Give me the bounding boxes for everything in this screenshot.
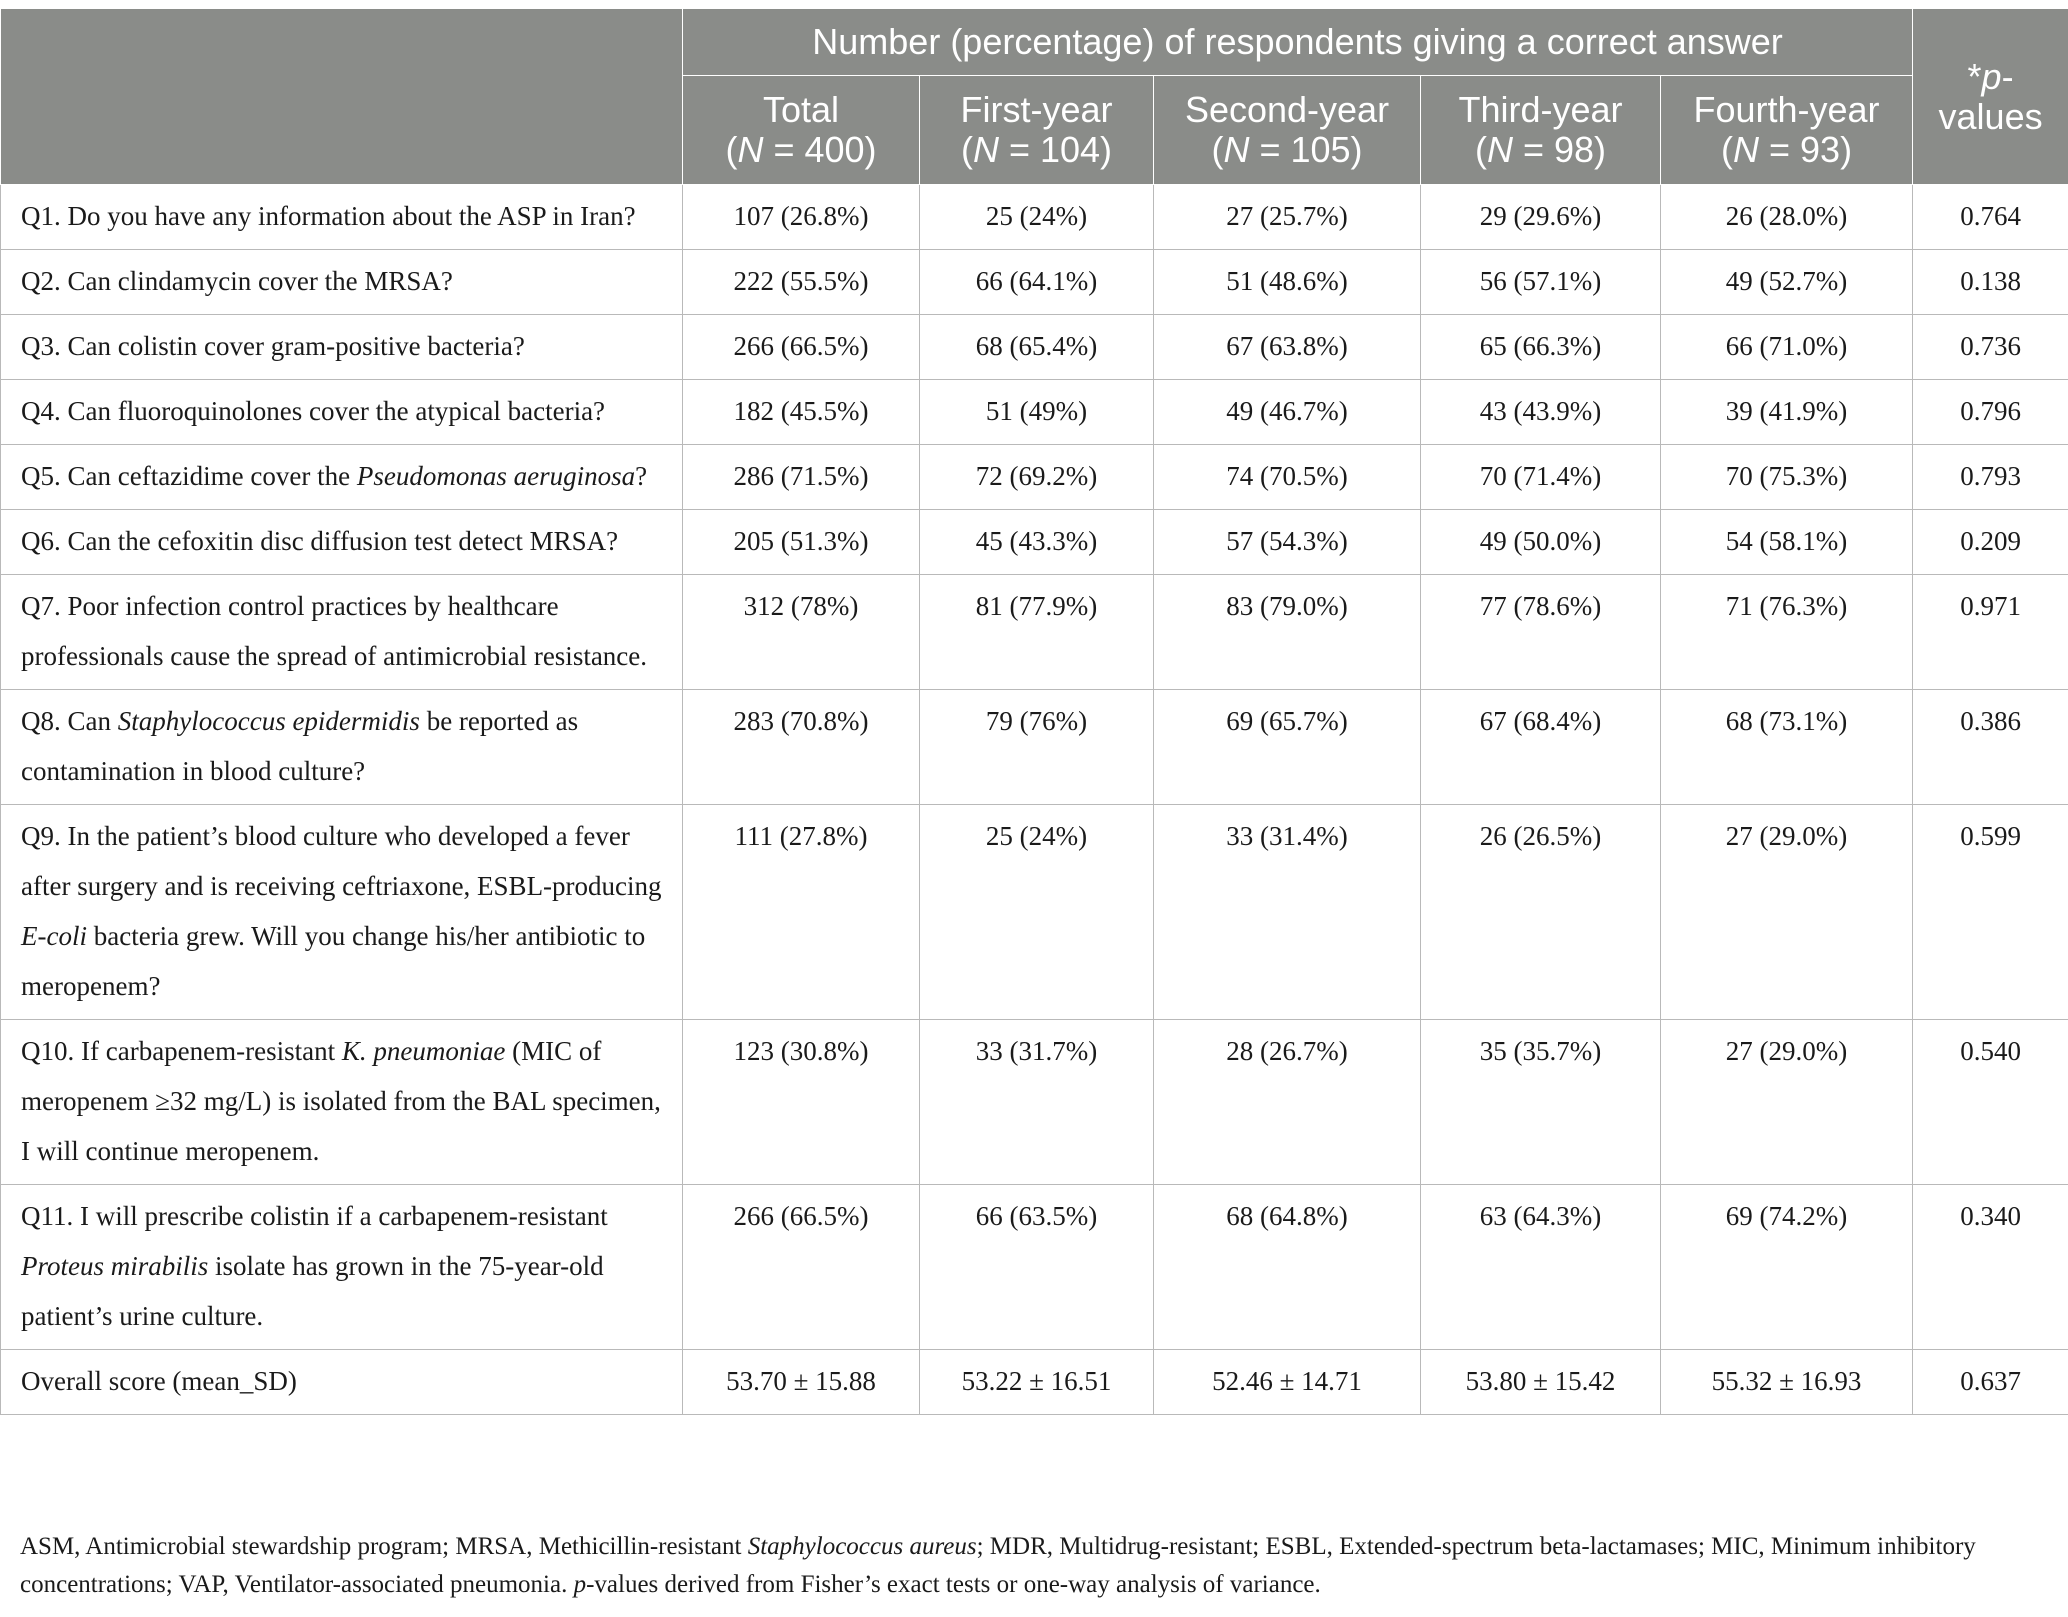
fourth-year-cell: 39 (41.9%): [1661, 380, 1913, 445]
third-year-cell: 70 (71.4%): [1421, 445, 1661, 510]
third-year-cell: 49 (50.0%): [1421, 510, 1661, 575]
question-text: Q1. Do you have any information about the ASP in Iran?: [21, 201, 636, 231]
p-value-cell: 0.340: [1913, 1185, 2068, 1350]
third-year-cell: 56 (57.1%): [1421, 250, 1661, 315]
question-cell: [1, 690, 683, 805]
fourth-year-cell: 70 (75.3%): [1661, 445, 1913, 510]
column-header-n-prefix: (: [1211, 129, 1224, 170]
column-header-label: Total: [762, 89, 840, 130]
fourth-year-cell: 49 (52.7%): [1661, 250, 1913, 315]
question-cell: [1, 315, 683, 380]
table-row: [1, 575, 2068, 690]
column-header-label: Third-year: [1458, 89, 1623, 130]
column-header-n-prefix: (: [1721, 129, 1733, 170]
second-year-cell: 68 (64.8%): [1154, 1185, 1421, 1350]
question-text: Q8. Can: [21, 706, 118, 736]
header-group-title: Number (percentage) of respondents giving a correct answer: [683, 9, 1913, 76]
column-header-n-var: N: [972, 129, 999, 170]
third-year-cell: 35 (35.7%): [1421, 1020, 1661, 1185]
header-corner-cell: [1, 9, 683, 185]
third-year-cell: 77 (78.6%): [1421, 575, 1661, 690]
column-header: [1661, 76, 1913, 185]
fourth-year-cell: 26 (28.0%): [1661, 185, 1913, 250]
column-header-n-prefix: (: [1474, 129, 1487, 170]
question-text: Q4. Can fluoroquinolones cover the atypical bacteria?: [21, 396, 606, 426]
total-cell: 123 (30.8%): [683, 1020, 920, 1185]
column-header: [1154, 76, 1421, 185]
question-text: Q5. Can ceftazidime cover the: [21, 461, 357, 491]
second-year-cell: 52.46 ± 14.71: [1154, 1350, 1421, 1415]
question-text: (MIC of meropenem ≥32 mg/L) is isolated from the BAL specimen, I will continue meropenem.: [21, 1036, 661, 1166]
fourth-year-cell: 27 (29.0%): [1661, 805, 1913, 1020]
question-cell: [1, 1350, 683, 1415]
footnote-text: Staphylococcus aureus: [747, 1533, 977, 1560]
question-text: Q6. Can the cefoxitin disc diffusion test detect MRSA?: [21, 526, 619, 556]
second-year-cell: 69 (65.7%): [1154, 690, 1421, 805]
table-footnote: [20, 1528, 2050, 1604]
footnote-text: p: [573, 1571, 587, 1598]
fourth-year-cell: 66 (71.0%): [1661, 315, 1913, 380]
table-row: [1, 690, 2068, 805]
table-row: [1, 445, 2068, 510]
total-cell: 312 (78%): [683, 575, 920, 690]
p-value-cell: 0.386: [1913, 690, 2068, 805]
table-row: [1, 250, 2068, 315]
p-value-cell: 0.209: [1913, 510, 2068, 575]
results-table: [0, 8, 2068, 1415]
question-text: Q2. Can clindamycin cover the MRSA?: [21, 266, 453, 296]
question-text: Proteus mirabilis: [21, 1251, 209, 1281]
p-value-cell: 0.793: [1913, 445, 2068, 510]
column-header-n-var: N: [1733, 129, 1759, 170]
p-value-cell: 0.764: [1913, 185, 2068, 250]
question-cell: [1, 250, 683, 315]
column-header-n-value: = 400): [763, 129, 877, 170]
question-text: Q11. I will prescribe colistin if a carbapenem-resistant: [21, 1201, 608, 1231]
first-year-cell: 68 (65.4%): [920, 315, 1154, 380]
table-row: [1, 1185, 2068, 1350]
p-value-cell: 0.599: [1913, 805, 2068, 1020]
second-year-cell: 49 (46.7%): [1154, 380, 1421, 445]
column-header-n-prefix: (: [725, 129, 738, 170]
column-header: [683, 76, 920, 185]
question-text: isolate has grown in the 75-year-old patient’s urine culture.: [21, 1251, 604, 1331]
total-cell: 266 (66.5%): [683, 1185, 920, 1350]
second-year-cell: 51 (48.6%): [1154, 250, 1421, 315]
table-row: [1, 510, 2068, 575]
question-text: Q9. In the patient’s blood culture who developed a fever after surgery and is receiving ceftriaxone, ESBL-producing: [21, 821, 662, 901]
column-header-n-value: = 104): [998, 129, 1113, 170]
question-text: Q10. If carbapenem-resistant: [21, 1036, 342, 1066]
p-value-cell: 0.736: [1913, 315, 2068, 380]
question-cell: [1, 805, 683, 1020]
total-cell: 286 (71.5%): [683, 445, 920, 510]
second-year-cell: 57 (54.3%): [1154, 510, 1421, 575]
column-header-n-var: N: [737, 129, 764, 170]
total-cell: 53.70 ± 15.88: [683, 1350, 920, 1415]
first-year-cell: 25 (24%): [920, 805, 1154, 1020]
first-year-cell: 81 (77.9%): [920, 575, 1154, 690]
second-year-cell: 28 (26.7%): [1154, 1020, 1421, 1185]
total-cell: 182 (45.5%): [683, 380, 920, 445]
column-header-label: First-year: [960, 89, 1113, 130]
question-text: bacteria grew. Will you change his/her antibiotic to meropenem?: [21, 921, 646, 1001]
third-year-cell: 63 (64.3%): [1421, 1185, 1661, 1350]
second-year-cell: 74 (70.5%): [1154, 445, 1421, 510]
second-year-cell: 83 (79.0%): [1154, 575, 1421, 690]
column-header: [920, 76, 1154, 185]
column-header-label: Fourth-year: [1693, 89, 1880, 130]
question-cell: [1, 1185, 683, 1350]
p-value-cell: 0.796: [1913, 380, 2068, 445]
table-row: [1, 185, 2068, 250]
first-year-cell: 51 (49%): [920, 380, 1154, 445]
table-row: [1, 1350, 2068, 1415]
table-header: [1, 9, 2068, 185]
first-year-cell: 53.22 ± 16.51: [920, 1350, 1154, 1415]
fourth-year-cell: 54 (58.1%): [1661, 510, 1913, 575]
column-header: [1421, 76, 1661, 185]
second-year-cell: 27 (25.7%): [1154, 185, 1421, 250]
table-row: [1, 380, 2068, 445]
table-row: [1, 805, 2068, 1020]
column-header-n-value: = 93): [1759, 129, 1853, 170]
footnote-text: -values derived from Fisher’s exact tests or one-way analysis of variance.: [586, 1571, 1321, 1598]
fourth-year-cell: 27 (29.0%): [1661, 1020, 1913, 1185]
first-year-cell: 33 (31.7%): [920, 1020, 1154, 1185]
total-cell: 283 (70.8%): [683, 690, 920, 805]
question-cell: [1, 510, 683, 575]
question-text: Pseudomonas aeruginosa: [356, 461, 636, 491]
total-cell: 222 (55.5%): [683, 250, 920, 315]
fourth-year-cell: 68 (73.1%): [1661, 690, 1913, 805]
first-year-cell: 72 (69.2%): [920, 445, 1154, 510]
column-header-n-prefix: (: [960, 129, 973, 170]
question-cell: [1, 185, 683, 250]
pvalue-header-prefix: *: [1967, 55, 1982, 97]
table-row: [1, 1020, 2068, 1185]
first-year-cell: 25 (24%): [920, 185, 1154, 250]
column-header-n-value: = 98): [1512, 129, 1607, 170]
question-text: E-coli: [21, 921, 87, 951]
first-year-cell: 79 (76%): [920, 690, 1154, 805]
third-year-cell: 53.80 ± 15.42: [1421, 1350, 1661, 1415]
question-cell: [1, 1020, 683, 1185]
column-header-label: Second-year: [1184, 89, 1390, 130]
pvalue-header-italic: p: [1981, 55, 2002, 97]
second-year-cell: 67 (63.8%): [1154, 315, 1421, 380]
third-year-cell: 67 (68.4%): [1421, 690, 1661, 805]
fourth-year-cell: 71 (76.3%): [1661, 575, 1913, 690]
p-value-cell: 0.138: [1913, 250, 2068, 315]
table-row: [1, 315, 2068, 380]
header-pvalues: [1913, 9, 2068, 185]
first-year-cell: 66 (64.1%): [920, 250, 1154, 315]
fourth-year-cell: 69 (74.2%): [1661, 1185, 1913, 1350]
footnote-text: ; MDR, Multidrug-resistant; ESBL, Extended-spectrum beta-lactamases; MIC, Minimum inhibitory concentrations; VAP, Ventilator-associated pneumonia.: [20, 1533, 1976, 1598]
question-text: Staphylococcus epidermidis: [117, 706, 420, 736]
total-cell: 266 (66.5%): [683, 315, 920, 380]
total-cell: 111 (27.8%): [683, 805, 920, 1020]
question-text: ?: [635, 461, 648, 491]
third-year-cell: 65 (66.3%): [1421, 315, 1661, 380]
third-year-cell: 26 (26.5%): [1421, 805, 1661, 1020]
total-cell: 107 (26.8%): [683, 185, 920, 250]
column-header-n-var: N: [1223, 129, 1250, 170]
column-header-n-var: N: [1486, 129, 1513, 170]
question-text: Q3. Can colistin cover gram-positive bacteria?: [21, 331, 525, 361]
third-year-cell: 29 (29.6%): [1421, 185, 1661, 250]
question-text: Q7. Poor infection control practices by healthcare professionals cause the spread of antimicrobial resistance.: [21, 591, 648, 671]
table-body: [1, 185, 2068, 1415]
question-text: K. pneumoniae: [341, 1036, 506, 1066]
total-cell: 205 (51.3%): [683, 510, 920, 575]
p-value-cell: 0.971: [1913, 575, 2068, 690]
question-text: Overall score (mean_SD): [21, 1366, 297, 1396]
first-year-cell: 66 (63.5%): [920, 1185, 1154, 1350]
p-value-cell: 0.637: [1913, 1350, 2068, 1415]
fourth-year-cell: 55.32 ± 16.93: [1661, 1350, 1913, 1415]
question-cell: [1, 575, 683, 690]
pvalue-header-suffix: -values: [1938, 55, 2043, 137]
second-year-cell: 33 (31.4%): [1154, 805, 1421, 1020]
p-value-cell: 0.540: [1913, 1020, 2068, 1185]
question-cell: [1, 445, 683, 510]
third-year-cell: 43 (43.9%): [1421, 380, 1661, 445]
footnote-text: ASM, Antimicrobial stewardship program; MRSA, Methicillin-resistant: [20, 1533, 748, 1560]
first-year-cell: 45 (43.3%): [920, 510, 1154, 575]
question-cell: [1, 380, 683, 445]
column-header-n-value: = 105): [1249, 129, 1363, 170]
question-text: be reported as contamination in blood culture?: [21, 706, 579, 786]
